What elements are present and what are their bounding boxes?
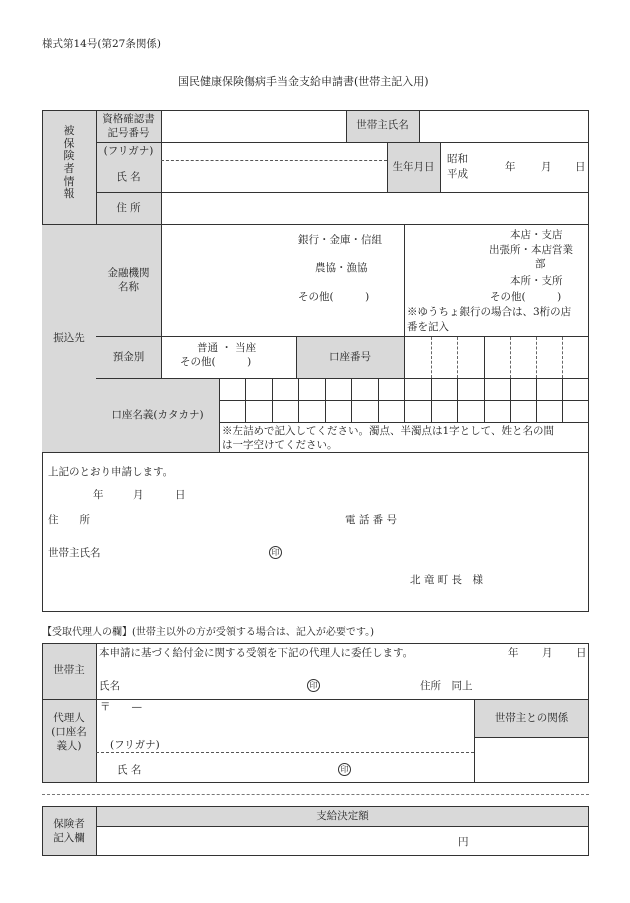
era-heisei[interactable]: 平成 (447, 168, 468, 180)
account-note-line1: ※左詰めで記入してください。濁点、半濁点は1字として、姓と名の間 (222, 425, 554, 437)
agent-householder-label: 世帯主 (53, 664, 85, 676)
branch-line4[interactable]: 本所・支所 (510, 275, 563, 287)
yucho-note-line1: ※ゆうちょ銀行の場合は、3桁の店 (407, 306, 572, 318)
insured-name-field[interactable] (163, 162, 385, 190)
agent-label-line2: (口座名 (51, 726, 87, 738)
yen-unit: 円 (458, 836, 469, 848)
deposit-type-label: 預金別 (112, 351, 145, 363)
birth-year-unit: 年 (505, 161, 516, 173)
householder-name-field[interactable] (421, 112, 587, 140)
delegation-name-label: 氏名 (99, 680, 120, 692)
account-name-label: 口座名義(カタカナ) (111, 409, 204, 421)
branch-line5[interactable]: その他( ) (490, 291, 562, 303)
delegation-day-unit: 日 (576, 647, 587, 659)
account-number-cells[interactable] (405, 337, 588, 377)
birth-date-label: 生年月日 (392, 161, 435, 173)
amount-decided-label: 支給決定額 (316, 810, 369, 822)
agent-section-title: 【受取代理人の欄】(世帯主以外の方が受領する場合は、記入が必要です。) (42, 627, 375, 638)
application-day-unit: 日 (175, 489, 186, 501)
application-year-unit: 年 (93, 489, 104, 501)
application-address-field[interactable] (125, 510, 325, 528)
delegation-month-unit: 月 (542, 647, 553, 659)
account-note-line2: は一字空けてください。 (222, 439, 338, 451)
phone-number-field[interactable] (420, 510, 580, 528)
application-householder-field[interactable] (110, 543, 260, 561)
branch-line3: 部 (535, 258, 546, 270)
insured-furigana-field[interactable] (163, 143, 385, 159)
birth-day-unit: 日 (575, 161, 586, 173)
institution-name-field[interactable] (163, 227, 293, 334)
branch-line1[interactable]: 本店・支店 (510, 229, 563, 241)
insurer-label-line1: 保険者 (53, 818, 85, 830)
amount-decided-field[interactable] (98, 828, 448, 854)
deposit-types-line2[interactable]: その他( ) (180, 356, 252, 368)
transfer-section-label: 振込先 (53, 332, 85, 344)
branch-line2[interactable]: 出張所・本店営業 (489, 244, 573, 256)
insured-address-field[interactable] (163, 194, 587, 222)
insured-section-label: 被保険者情報 (63, 124, 75, 201)
agent-name-label: 氏 名 (117, 764, 142, 776)
bank-types-line1[interactable]: 銀行・金庫・信組 (298, 234, 382, 246)
cert-label-line2: 記号番号 (107, 127, 150, 139)
delegation-seal-icon: 印 (307, 679, 320, 692)
postal-code-mark: 〒 — (100, 701, 142, 713)
relation-field[interactable] (476, 739, 587, 781)
agent-seal-icon: 印 (338, 763, 351, 776)
application-address-label: 住 所 (48, 514, 90, 526)
application-month-unit: 月 (133, 489, 144, 501)
agent-furigana-label: (フリガナ) (110, 739, 160, 751)
era-showa[interactable]: 昭和 (447, 153, 468, 165)
delegation-name-field[interactable] (122, 676, 302, 694)
agent-name-field[interactable] (160, 756, 330, 780)
cert-label-line1: 資格確認書 (102, 113, 155, 125)
form-title: 国民健康保険傷病手当金支給申請書(世帯主記入用) (178, 75, 429, 88)
institution-label-line2: 名称 (118, 281, 139, 293)
insured-name-label: 氏 名 (116, 171, 141, 183)
delegation-text: 本申請に基づく給付金に関する受領を下記の代理人に委任します。 (99, 647, 414, 659)
delegation-year-unit: 年 (508, 647, 519, 659)
address-label: 住 所 (116, 202, 141, 214)
addressee: 北 竜 町 長 様 (410, 574, 484, 586)
application-statement: 上記のとおり申請します。 (48, 466, 174, 478)
section-divider (42, 794, 589, 795)
relation-label: 世帯主との関係 (494, 712, 569, 724)
yucho-note-line2: 番を記入 (407, 321, 449, 333)
agent-label-line3: 義人) (56, 740, 82, 752)
account-number-label: 口座番号 (329, 351, 371, 363)
seal-stamp-icon: 印 (269, 546, 282, 559)
bank-types-line2[interactable]: 農協・漁協 (315, 262, 368, 274)
form-number: 様式第14号(第27条関係) (42, 38, 161, 50)
bank-types-line3[interactable]: その他( ) (298, 291, 370, 303)
agent-label-line1: 代理人 (53, 712, 85, 724)
furigana-label: (フリガナ) (103, 145, 154, 157)
application-householder-label: 世帯主氏名 (48, 547, 101, 559)
agent-address-field[interactable] (98, 713, 472, 737)
phone-number-label: 電 話 番 号 (345, 514, 398, 526)
deposit-types-line1[interactable]: 普通 ・ 当座 (197, 342, 257, 354)
institution-label-line1: 金融機関 (107, 267, 150, 279)
insurer-label-line2: 記入欄 (53, 832, 85, 844)
cert-number-field[interactable] (163, 112, 343, 140)
account-name-grid[interactable] (220, 379, 588, 421)
delegation-address-label: 住所 同上 (420, 680, 473, 692)
householder-name-label: 世帯主氏名 (356, 119, 409, 131)
birth-month-unit: 月 (541, 161, 552, 173)
